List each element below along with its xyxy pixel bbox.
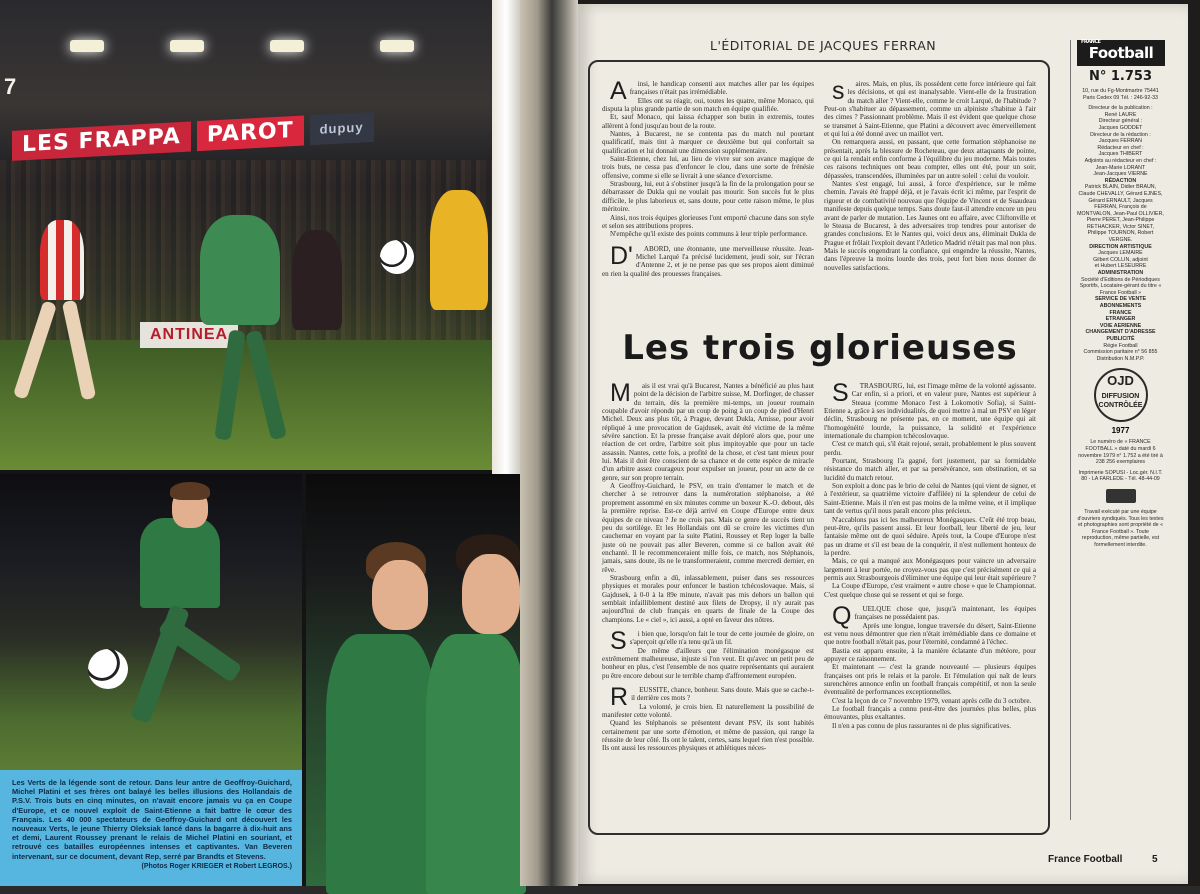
match-photo-kick (0, 474, 302, 770)
logo-small: FRANCE (1081, 39, 1101, 45)
masthead-line: Jean-Jacques VIERNE (1093, 171, 1148, 178)
masthead-line: Gilbert COLLIN, adjoint (1093, 256, 1148, 263)
masthead-line: VOIE AERIENNE (1099, 322, 1142, 329)
bottom-note: Travail exécuté par une équipe d'ouvriers syndiqués. Tous les textes et photographies sont propriété de « France Football ». Toute reproduction, même partielle, est formellement interdite. (1077, 508, 1164, 548)
masthead-line: DIRECTION ARTISTIQUE (1089, 243, 1152, 250)
page-number: 5 (1152, 854, 1158, 865)
paragraph: Pourtant, Strasbourg l'a gagné, fort justement, par sa formidable résistance du match aller, et par sa persévérance, son obstination, et sa lucidité du match retour. (824, 457, 1036, 482)
masthead (1070, 40, 1164, 820)
player-hair (170, 482, 210, 500)
paragraph: Il n'en a pas connu de plus rassurantes ni de plus significatives. (832, 721, 1011, 730)
masthead-line: ABONNEMENTS (1099, 303, 1142, 309)
masthead-line: Adjoints au rédacteur en chef : (1084, 157, 1157, 164)
masthead-line: Directeur de la rédaction : (1090, 131, 1151, 138)
union-logo-icon (1106, 489, 1136, 503)
paragraph: Après une longue, longue traversée du désert, Saint-Etienne est venu nous démontrer que rien n'était irrémédiable dans ce domaine et que notre football n'était pas, pour l'éternité, condamné à l'échec. (824, 621, 1036, 647)
paragraph: Et, sauf Monaco, qui laissa échapper son butin in extremis, toutes allèrent à fond jusqu'au bout de la route. (602, 113, 814, 130)
ad-board (12, 105, 502, 167)
ojd-sub: DIFFUSION CONTRÔLÉE (1098, 393, 1143, 410)
paragraph: Bastia est apparu ensuite, à la manière éclatante d'un météore, pour appuyer ce raisonnement. (824, 646, 1036, 663)
left-page (0, 0, 520, 886)
column-3 (602, 379, 814, 753)
article-title: Les trois glorieuses (622, 328, 1018, 368)
paragraph: De même d'ailleurs que l'élimination monégasque est extrêmement malheureuse, injuste si l'on veut. Et qu'avec un petit peu de bonheur en plus, c'est l'ensemble de nos quatre représentants qui auraient pu être encore debout sur le terrible champ d'affrontement européen. (602, 646, 814, 680)
masthead-line: Patrick BLAIN, Didier BRAUN, Claude CHEVALLY, Gérard EJNES, Gérard ERNAULT, Jacques FERRAN, François de MONTVALON, Jean-Paul OLLIVIER, Pierre PERET, Jean-Philippe RETHACKER, Victor SINET, Philippe TOURNON, Robert VERGNE. (1077, 184, 1164, 244)
masthead-line: et Hubert LESEURRE (1094, 263, 1147, 270)
player-face (372, 560, 428, 630)
goalkeeper (430, 190, 488, 310)
masthead-line: Jacques THIBERT (1098, 151, 1143, 158)
masthead-line: PUBLICITÉ (1106, 335, 1135, 342)
paragraph: Mais il est vrai qu'à Bucarest, Nantes a bénéficié au plus haut point de la décision de l'arbitre suisse, M. Dorfinger, de chasser du terrain, dès la première mi-temps, un joueur roumain coupable d'avoir répondu par un coup de poing à un coup de pied d'Henri Michel. Deux ans plus tôt, à Prague, devant Dukla, Amisse, pour avoir répliqué à une provocation de Gajdusek, avait été victime de la même sévère sanction. Et la presse française avait déploré alors que, pour une réaction de cet ordre, l'arbitre soit plus impitoyable que pour un tacle assassin. Nantes, cette fois, a profité de la chose, et c'est tant mieux pour lui. Mais il doit être conscient de sa chance et de cette espèce de miracle d'un arbitre assez courageux pour expulser un joueur, pour un acte de ce genre, sur son propre terrain. (602, 379, 814, 482)
paragraph: STRASBOURG, lui, est l'image même de la volonté agissante. Car enfin, si a priori, et en valeur pure, Nantes est supérieur à Steaua (comme Monaco l'est à Lokomotiv Sofia), si Saint-Etienne a, grâce à ses individualités, de quoi mettre à mal un PSV en léger déclin, Strasbourg ne présente pas, en ce moment, une équipe qui ait l'homogénéité lourde, la puissance, la solidité et l'expérience internationale du champion tchécoslovaque. (824, 379, 1036, 441)
player-jersey (426, 634, 526, 894)
ad-antinea: ANTINEA (140, 322, 238, 348)
masthead-line: Directeur de la publication : (1088, 105, 1153, 112)
football (380, 240, 414, 274)
column-2 (824, 77, 1036, 340)
masthead-line: SERVICE DE VENTE (1094, 296, 1147, 303)
paragraph: Son exploit a donc pas le brio de celui de Nantes (qui vient de signer, et à l'extérieur, sa quatrième victoire d'affilée) ni la splendeur de celui de Saint-Etienne. Mais il n'en est pas moins de la même veine, et il implique tant de vertus qu'il nous paraît encore plus précieux. (824, 482, 1036, 516)
masthead-line: Distribution N.M.P.P. (1096, 355, 1145, 362)
player-face (462, 554, 520, 634)
paragraph: Nantes s'est engagé, lui aussi, à force d'expérience, sur le même chemin. J'avais été frappé déjà, et je l'avais écrit ici même, par l'esprit de rigueur et de combativité nouveau que l'équipe de Vincent et de Suaudeau manifeste depuis quelque temps. Sans doute faut-il attendre encore un peu avant de parler de mutation. Les Jaunes ont eu affaire, avec Cliftonville et le Steaua de Bucarest, à des adversaires trop tendres pour autoriser de grandes conclusions. Et le Nantes qui, voici deux ans, éliminait Dukla de Prague et frôlait l'exploit devant l'Atletico Madrid n'était pas mal non plus. Mais le succès engendrant la confiance, qui engendre la réussite, Nantes, dans l'épreuve la moins lourde des trois, peut fort bien nous donner de nouvelles satisfactions. (824, 180, 1036, 272)
printer: Imprimerie SOPUSI - Loc.gér. N.I.T. 80 - LA FARLEDE - Tél. 48-44-09 (1078, 469, 1163, 483)
ad-board-lower (140, 322, 430, 350)
masthead-staff (1077, 105, 1164, 362)
goal-post (492, 0, 520, 480)
paragraph: Mais, ce qui a manqué aux Monégasques pour vaincre un adversaire largement à leur portée, ne croyez-vous pas que c'est précisément ce qui a permis aux Strasbourgeois d'éliminer une équipe qui leur était supérieure ? (824, 557, 1036, 582)
paragraph: La Coupe d'Europe, c'est vraiment « autre chose » que le Championnat. C'est quelque chose qui se ressent et qui se forge. (824, 582, 1036, 599)
player-green-11 (200, 215, 280, 325)
masthead-address: 10, rue du Fg-Montmartre 75441 Paris Cedex 09 Tél. : 246-92-33 (1082, 88, 1159, 101)
ojd-label: OJD (1107, 373, 1134, 389)
column-4 (824, 379, 1036, 730)
paragraph: QUELQUE chose que, jusqu'à maintenant, les équipes françaises ne possédaient pas. (832, 601, 1036, 630)
masthead-line: Régie Football (1103, 342, 1138, 349)
masthead-line: Directeur général : (1098, 118, 1143, 125)
masthead-line: Jacques FERRAN (1099, 138, 1142, 145)
right-page (578, 4, 1188, 884)
paragraph: Le football français a connu peut-être des journées plus belles, plus émouvantes, plus exaltantes. (824, 705, 1036, 722)
masthead-line: FRANCE (1109, 309, 1132, 316)
ojd-seal (1094, 368, 1148, 422)
paragraph: saires. Mais, en plus, ils possèdent cette force intérieure qui fait les décisions, et qui est inanalysable. Vient-elle de la frustration du match aller ? Vient-elle, comme le croit Larqué, de l'habitude ? Peut-on s'habituer au dépassement, comme un alpiniste s'habitue à l'air des cimes ? Passionnant problème. Mais il est évident que quelque chose se transmet à Saint-Etienne, que Platini a découvert avec émerveillement et qui lui a été donné avec un maillot vert. (824, 77, 1036, 139)
page-gutter (520, 0, 578, 886)
paragraph: Strasbourg, lui, eut à s'obstiner jusqu'à la fin de la prolongation pour se débarrasser de Dukla qui ne voulait pas mourir. Son succès fut le plus difficile, le plus laborieux et, sans doute, pour cette raison même, le plus méritoire. (602, 180, 814, 214)
stadium-lights (60, 40, 440, 80)
issue-number: N° 1.753 (1088, 69, 1153, 84)
masthead-line: Jean-Marie LORANT (1095, 164, 1146, 171)
paragraph: Strasbourg enfin a dû, inlassablement, puiser dans ses ressources physiques et morales pour enfoncer le bastion tchécoslovaque. Mais, si Gajdusek, à 0-0 à la 89e minute, n'avait pas mis dehors un ballon qui semblait infailliblement destiné aux filets de Dropsy, il n'y aurait pas aujourd'hui de club français en quarts de finale de la Coupe des champions. Le « ciel », ici aussi, a opté en faveur des nôtres. (602, 573, 814, 624)
paragraph: A Geoffroy-Guichard, le PSV, en train d'entamer le match et de chercher à se retrouver dans la numérotation stéphanoise, a été proprement assommé en six minutes comme un boxeur K.-O. debout, dès la première reprise. Est-ce déjà arrivé en Coupe d'Europe entre deux équipes de ce niveau ? Je ne crois pas. Mais ce genre de succès tient un peu du sortilège. Et les Hollandais ont dû se croire les victimes d'un cauchemar en voyant par la suite Platini, Roussey et Rep loger la balle juste où ne pouvait pas aller Beveren, comme si ce ballon avait été enchanté. Il le recommenceraient mille fois, ce match, nos Stéphanois, jamais, sans doute, ils ne le transformeraient, comme mercredi dernier, en rêve. (602, 482, 814, 574)
paragraph: Et maintenant — c'est la grande nouveauté — plusieurs équipes françaises ont pris le relais et la parole. Et l'émulation qui naît de leurs surenchères annonce enfin un football français compétitif, et non la seule éventualité de performances exceptionnelles. (824, 663, 1036, 697)
paragraph: N'accablons pas ici les malheureux Monégasques. C'eût été trop beau, peut-être, qu'ils passent aussi. Et leur football, leur liberté de jeu, leur fantaisie même ont de quoi séduire. Après tout, la Coupe d'Europe n'est pas un drame et s'il est beau de la conquérir, il n'est nullement honteux de la perdre. (824, 515, 1036, 557)
ad-parot: PAROT (197, 116, 304, 152)
player-dark (292, 230, 342, 330)
paragraph: On remarquera aussi, en passant, que cette formation stéphanoise ne présentait, après la blessure de Rocheteau, que deux attaquants de pointe, ce qui la rendait enfin conforme à l'équilibre du jeu moderne. Mais toutes ces raisons techniques ont beau compter, elles ont été, pour un soir, dépassées, transcendées, illuminées par un autre soleil : celui du vouloir. (824, 138, 1036, 180)
footer-label: France Football (1048, 854, 1123, 865)
masthead-line: René LAURE (1104, 111, 1137, 118)
player-jersey (326, 634, 436, 894)
france-football-logo (1077, 40, 1165, 66)
paragraph: N'empêche qu'il existe des points communs à leur triple performance. (610, 230, 808, 239)
player-jersey (140, 518, 220, 608)
paragraph: Quand les Stéphanois se présentent devant PSV, ils sont habités certainement par une sorte d'émotion, et même de passion, qui range la réussite de leur côté. Ils ont le talent, certes, sans lequel rien n'est possible. Ils ont aussi les ressources physiques et athlétiques néces- (602, 719, 814, 753)
ojd-year: 1977 (1111, 426, 1130, 436)
masthead-line: Société d'Editions de Périodiques Sportifs, Locataire-gérant du titre « France Football » (1079, 276, 1162, 296)
paragraph: Elles ont su réagir, oui, toutes les quatre, même Monaco, qui disputa la plus grande partie de son match en équipe qualifiée. (602, 96, 814, 114)
paragraph: Saint-Etienne, chez lui, au lieu de vivre sur son avance magique de trois buts, ne cessa pas d'enfoncer le clou, dans une sorte de frénésie offensive, comme si elle se livrait à une séance d'exorcisme. (602, 155, 814, 180)
masthead-line: Jacques GODDET (1098, 124, 1143, 131)
ad-frappa: LES FRAPPA (12, 121, 191, 160)
paragraph: Si bien que, lorsqu'on fait le tour de cette journée de gloire, on s'aperçoit qu'elle n'a tenu qu'à un fil. (610, 626, 814, 655)
photo-credit: (Photos Roger KRIEGER et Robert LEGROS.) (141, 862, 292, 870)
paragraph: D'ABORD, une étonnante, une merveilleuse réussite. Jean-Michel Larqué l'a précisé lucidement, jeudi soir, sur l'écran d'Antenne 2, et je ne pense pas que ses propos aient diminué en rien la qualité des prouesses françaises. (602, 241, 814, 278)
column-1 (602, 77, 814, 300)
masthead-line: ADMINISTRATION (1097, 270, 1144, 277)
celebration-photo (306, 474, 520, 886)
masthead-line: Rédacteur en chef : (1097, 144, 1144, 151)
masthead-line: ETRANGER (1105, 316, 1136, 323)
player-leg (130, 604, 190, 724)
print-run-note: Le numéro de « FRANCE FOOTBALL » daté du mardi 6 novembre 1979 n° 1.752 a été tiré à 238 256 exemplaires (1078, 439, 1163, 466)
masthead-line: Commission paritaire n° 56 855 (1083, 349, 1158, 356)
paragraph: Nantes, à Bucarest, ne se contenta pas du match nul pourtant qualificatif, mais tint à marquer ce deuxième but qui confortait sa qualification et lui donnait une dimension supplémentaire. (602, 130, 814, 155)
ad-dupuy: dupuy (310, 112, 374, 145)
paragraph: C'est la leçon de ce 7 novembre 1979, venant après celle du 3 octobre. (832, 696, 1032, 705)
editorial-header: L'ÉDITORIAL DE JACQUES FERRAN (710, 38, 937, 53)
logo-text: Football (1088, 44, 1154, 62)
page-footer (1048, 854, 1168, 865)
match-photo-top (0, 0, 505, 470)
paragraph: Ainsi, le handicap consenti aux matches aller par les équipes françaises n'était pas irrémédiable. (610, 77, 814, 105)
paragraph: La volonté, je crois bien. Et naturellement la possibilité de manifester cette volonté. (602, 702, 814, 720)
paragraph: REUSSITE, chance, bonheur. Sans doute. Mais que se cache-t-il derrière ces mots ? (610, 683, 814, 712)
paragraph: Ainsi, nos trois équipes glorieuses l'ont emporté chacune dans son style et selon ses attributions propres. (602, 213, 814, 230)
masthead-line: CHANGEMENT D'ADRESSE (1085, 329, 1156, 336)
player-red (40, 220, 84, 300)
photo-caption (0, 770, 302, 886)
page-mark: 7 (4, 74, 17, 99)
masthead-line: RÉDACTION (1104, 177, 1137, 184)
caption-text: Les Verts de la légende sont de retour. Dans leur antre de Geoffroy-Guichard, Michel Platini et ses frères ont balayé les belles illusions des Hollandais de P.S.V. Trois buts en cinq minutes, on n'avait encore jamais vu ça en Coupe d'Europe, et ce nouvel exploit de Saint-Etienne a fait battre le cœur des Français. Les 40 000 spectateurs de Geoffroy-Guichard ont découvert les nouveaux Verts, le jeune Thierry Oleksiak lancé dans la bagarre à dix-huit ans et demi, Laurent Roussey prenant le relais de Michel Platini en souriant, et retrouvé ces batailles européennes intenses et captivantes. Van Beveren intervenant, sur ce document, devant Rep, serré par Brandts et Stevens. (12, 778, 292, 861)
paragraph: C'est ce match qui, s'il était rejoué, serait, probablement le plus souvent perdu. (824, 440, 1036, 457)
masthead-line: Jacques LEMAIRE (1098, 250, 1143, 257)
football (88, 649, 128, 689)
